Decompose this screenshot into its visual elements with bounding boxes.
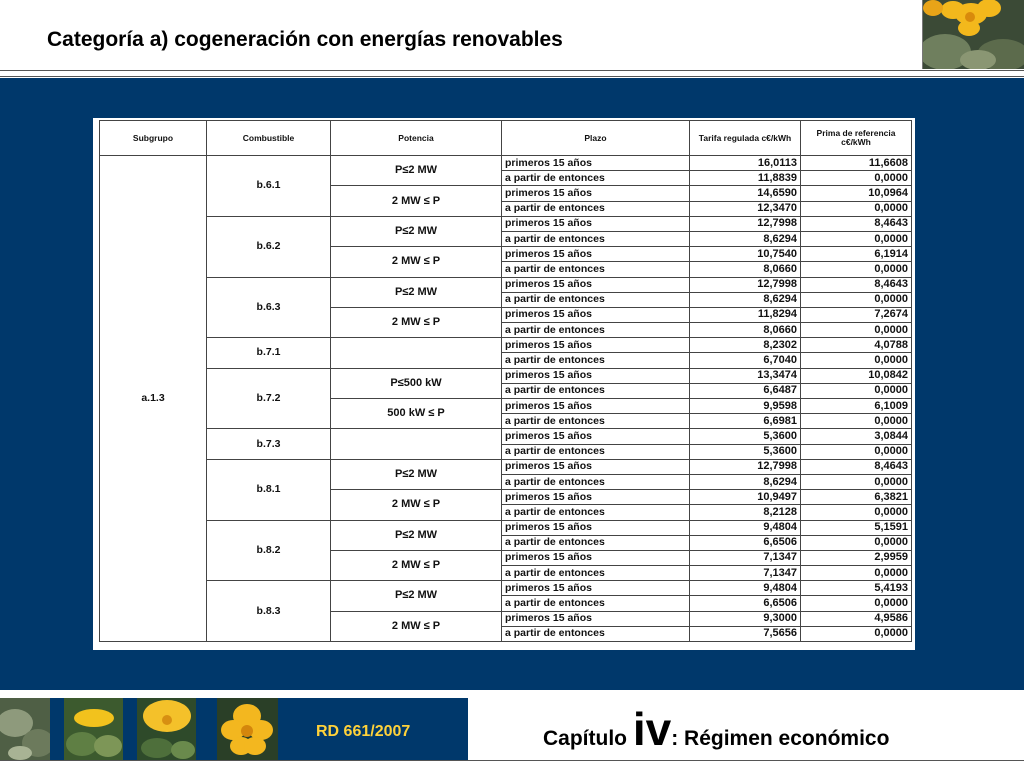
tarifa-cell: 8,2302 (690, 338, 801, 353)
table-row (100, 216, 912, 231)
prima-cell: 2,9959 (801, 550, 912, 565)
tariff-table (99, 120, 912, 642)
potencia-cell: P≤2 MW (331, 520, 502, 550)
plazo-cell: a partir de entonces (502, 201, 690, 216)
tarifa-cell: 12,3470 (690, 201, 801, 216)
prima-cell: 0,0000 (801, 353, 912, 368)
plazo-cell: a partir de entonces (502, 626, 690, 641)
plazo-cell: primeros 15 años (502, 338, 690, 353)
flower-thumb-2 (64, 698, 123, 760)
table-row (100, 338, 912, 353)
plazo-cell: primeros 15 años (502, 520, 690, 535)
tarifa-cell: 5,3600 (690, 429, 801, 444)
potencia-cell: P≤500 kW (331, 368, 502, 398)
tarifa-cell: 11,8294 (690, 307, 801, 322)
tarifa-cell: 9,4804 (690, 581, 801, 596)
plazo-cell: primeros 15 años (502, 186, 690, 201)
footer-divider-bottom (0, 760, 1024, 761)
header-potencia: Potencia (331, 121, 502, 156)
tarifa-cell: 7,5656 (690, 626, 801, 641)
prima-cell: 6,1914 (801, 247, 912, 262)
prima-cell: 3,0844 (801, 429, 912, 444)
tarifa-cell: 5,3600 (690, 444, 801, 459)
tarifa-cell: 14,6590 (690, 186, 801, 201)
tarifa-cell: 8,0660 (690, 262, 801, 277)
prima-cell: 0,0000 (801, 505, 912, 520)
combustible-cell: b.6.2 (207, 216, 331, 277)
prima-cell: 0,0000 (801, 262, 912, 277)
slide-title: Categoría a) cogeneración con energías renovables (47, 28, 563, 51)
potencia-cell: 2 MW ≤ P (331, 490, 502, 520)
chapter-number: iv (632, 703, 672, 755)
prima-cell: 0,0000 (801, 292, 912, 307)
plazo-cell: primeros 15 años (502, 550, 690, 565)
table-row (100, 277, 912, 292)
potencia-cell: P≤2 MW (331, 216, 502, 246)
plazo-cell: a partir de entonces (502, 353, 690, 368)
prima-cell: 0,0000 (801, 323, 912, 338)
tarifa-cell: 8,2128 (690, 505, 801, 520)
potencia-cell: 2 MW ≤ P (331, 186, 502, 216)
prima-cell: 0,0000 (801, 201, 912, 216)
prima-cell: 0,0000 (801, 231, 912, 246)
combustible-cell: b.7.2 (207, 368, 331, 429)
header-tarifa: Tarifa regulada c€/kWh (690, 121, 801, 156)
plazo-cell: primeros 15 años (502, 277, 690, 292)
plazo-cell: primeros 15 años (502, 459, 690, 474)
prima-cell: 0,0000 (801, 566, 912, 581)
flower-thumb-3 (137, 698, 196, 760)
prima-cell: 10,0964 (801, 186, 912, 201)
header-plazo: Plazo (502, 121, 690, 156)
plazo-cell: a partir de entonces (502, 292, 690, 307)
prima-cell: 0,0000 (801, 535, 912, 550)
table-row (100, 429, 912, 444)
plazo-cell: a partir de entonces (502, 535, 690, 550)
plazo-cell: primeros 15 años (502, 156, 690, 171)
prima-cell: 6,1009 (801, 399, 912, 414)
plazo-cell: primeros 15 años (502, 581, 690, 596)
prima-cell: 0,0000 (801, 626, 912, 641)
prima-cell: 4,9586 (801, 611, 912, 626)
header-divider-top (0, 70, 1024, 71)
prima-cell: 0,0000 (801, 444, 912, 459)
potencia-cell: P≤2 MW (331, 581, 502, 611)
prima-cell: 4,0788 (801, 338, 912, 353)
plazo-cell: primeros 15 años (502, 429, 690, 444)
potencia-cell: P≤2 MW (331, 277, 502, 307)
table-row (100, 459, 912, 474)
tarifa-cell: 6,6487 (690, 383, 801, 398)
plazo-cell: primeros 15 años (502, 368, 690, 383)
prima-cell: 0,0000 (801, 596, 912, 611)
tarifa-cell: 9,3000 (690, 611, 801, 626)
header-divider-bottom (0, 76, 1024, 77)
tariff-table-panel (93, 118, 915, 650)
tarifa-cell: 8,6294 (690, 292, 801, 307)
plazo-cell: primeros 15 años (502, 399, 690, 414)
tarifa-cell: 6,7040 (690, 353, 801, 368)
tarifa-cell: 12,7998 (690, 277, 801, 292)
tarifa-cell: 10,9497 (690, 490, 801, 505)
prima-cell: 5,1591 (801, 520, 912, 535)
combustible-cell: b.7.1 (207, 338, 331, 368)
tarifa-cell: 7,1347 (690, 566, 801, 581)
potencia-cell: 2 MW ≤ P (331, 307, 502, 337)
tarifa-cell: 7,1347 (690, 550, 801, 565)
plazo-cell: a partir de entonces (502, 596, 690, 611)
prima-cell: 10,0842 (801, 368, 912, 383)
rd-label: RD 661/2007 (316, 723, 411, 740)
plazo-cell: primeros 15 años (502, 490, 690, 505)
plazo-cell: a partir de entonces (502, 383, 690, 398)
plazo-cell: a partir de entonces (502, 171, 690, 186)
chapter-title (543, 702, 889, 756)
tarifa-cell: 12,7998 (690, 459, 801, 474)
tarifa-cell: 13,3474 (690, 368, 801, 383)
chapter-suffix: : Régimen económico (671, 727, 890, 750)
plazo-cell: primeros 15 años (502, 247, 690, 262)
tarifa-cell: 6,6506 (690, 596, 801, 611)
table-row (100, 368, 912, 383)
prima-cell: 8,4643 (801, 459, 912, 474)
plazo-cell: a partir de entonces (502, 444, 690, 459)
plazo-cell: a partir de entonces (502, 414, 690, 429)
potencia-cell: 2 MW ≤ P (331, 550, 502, 580)
potencia-cell: 2 MW ≤ P (331, 247, 502, 277)
table-header-row (100, 121, 912, 156)
slide-header (0, 0, 1024, 70)
potencia-cell: P≤2 MW (331, 156, 502, 186)
header-subgrupo: Subgrupo (100, 121, 207, 156)
flower-thumb-1 (0, 698, 50, 760)
plazo-cell: a partir de entonces (502, 323, 690, 338)
tarifa-cell: 11,8839 (690, 171, 801, 186)
potencia-cell (331, 429, 502, 459)
tarifa-cell: 8,6294 (690, 474, 801, 489)
plazo-cell: a partir de entonces (502, 566, 690, 581)
table-body (100, 156, 912, 642)
prima-cell: 5,4193 (801, 581, 912, 596)
prima-cell: 11,6608 (801, 156, 912, 171)
combustible-cell: b.6.1 (207, 156, 331, 217)
table-row (100, 520, 912, 535)
plazo-cell: a partir de entonces (502, 231, 690, 246)
table-row (100, 156, 912, 171)
combustible-cell: b.8.2 (207, 520, 331, 581)
potencia-cell (331, 338, 502, 368)
combustible-cell: b.8.1 (207, 459, 331, 520)
plazo-cell: primeros 15 años (502, 307, 690, 322)
tarifa-cell: 10,7540 (690, 247, 801, 262)
combustible-cell: b.8.3 (207, 581, 331, 642)
prima-cell: 8,4643 (801, 216, 912, 231)
flower-thumb-4 (217, 698, 278, 760)
tarifa-cell: 6,6506 (690, 535, 801, 550)
potencia-cell: 2 MW ≤ P (331, 611, 502, 641)
prima-cell: 0,0000 (801, 474, 912, 489)
tarifa-cell: 9,4804 (690, 520, 801, 535)
potencia-cell: 500 kW ≤ P (331, 399, 502, 429)
combustible-cell: b.7.3 (207, 429, 331, 459)
prima-cell: 0,0000 (801, 383, 912, 398)
chapter-prefix: Capítulo (543, 727, 633, 750)
prima-cell: 8,4643 (801, 277, 912, 292)
plazo-cell: a partir de entonces (502, 505, 690, 520)
prima-cell: 6,3821 (801, 490, 912, 505)
plazo-cell: primeros 15 años (502, 611, 690, 626)
tarifa-cell: 6,6981 (690, 414, 801, 429)
slide-footer (0, 690, 1024, 768)
header-combustible: Combustible (207, 121, 331, 156)
flower-photo (922, 0, 1024, 69)
plazo-cell: a partir de entonces (502, 474, 690, 489)
plazo-cell: primeros 15 años (502, 216, 690, 231)
potencia-cell: P≤2 MW (331, 459, 502, 489)
tarifa-cell: 12,7998 (690, 216, 801, 231)
combustible-cell: b.6.3 (207, 277, 331, 338)
table-row (100, 581, 912, 596)
plazo-cell: a partir de entonces (502, 262, 690, 277)
tarifa-cell: 8,0660 (690, 323, 801, 338)
tarifa-cell: 8,6294 (690, 231, 801, 246)
header-prima: Prima de referencia c€/kWh (801, 121, 912, 156)
prima-cell: 7,2674 (801, 307, 912, 322)
tarifa-cell: 9,9598 (690, 399, 801, 414)
subgrupo-cell: a.1.3 (100, 156, 207, 642)
prima-cell: 0,0000 (801, 171, 912, 186)
prima-cell: 0,0000 (801, 414, 912, 429)
tarifa-cell: 16,0113 (690, 156, 801, 171)
